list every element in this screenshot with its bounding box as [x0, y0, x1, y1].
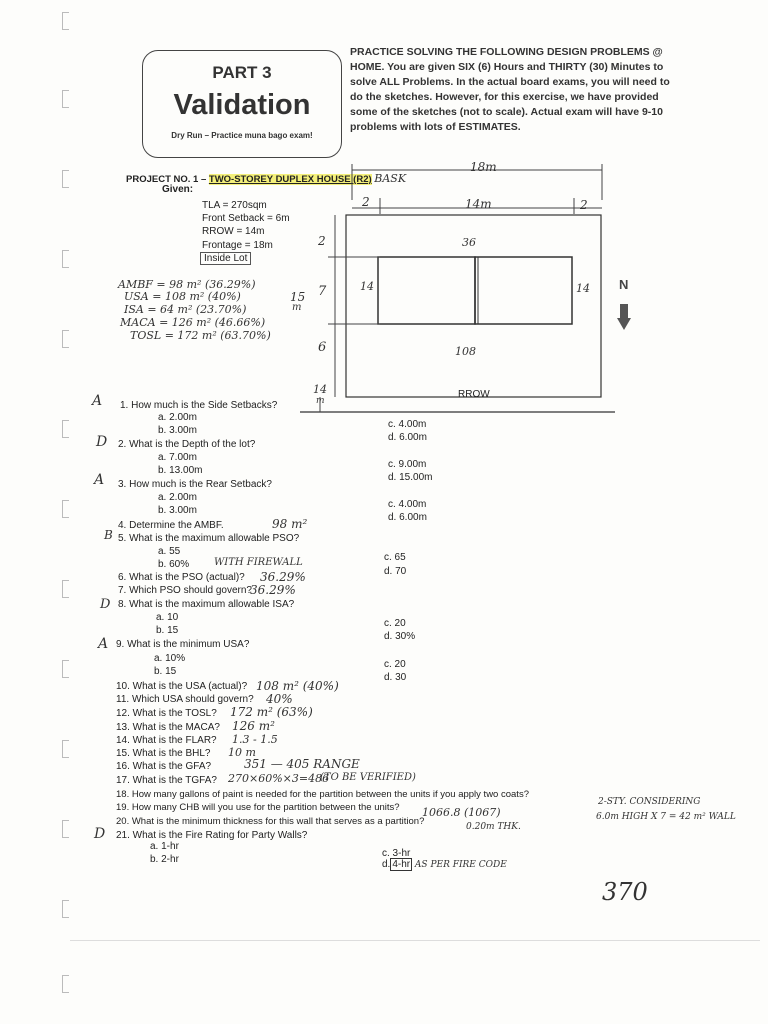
q2-option-a: a. 7.00m: [158, 452, 197, 463]
dim-14-right: 14: [576, 282, 590, 295]
dim-7: 7: [318, 284, 327, 299]
project-note: BASK: [374, 172, 407, 185]
project-name: TWO-STOREY DUPLEX HOUSE (R2): [208, 174, 372, 185]
q13-answer: 126 m²: [232, 719, 275, 733]
north-arrow-icon: [617, 304, 631, 330]
q3-option-b: b. 3.00m: [158, 505, 197, 516]
dim-2: 2: [318, 234, 326, 248]
q3-option-a: a. 2.00m: [158, 492, 197, 503]
margin-mark: [62, 975, 69, 993]
question-4: 4. Determine the AMBF.: [118, 520, 224, 531]
title-subtitle: Dry Run – Practice muna bago exam!: [171, 131, 313, 140]
question-6: 6. What is the PSO (actual)?: [118, 572, 245, 583]
margin-mark: [62, 660, 69, 678]
q8-option-b: b. 15: [156, 625, 179, 636]
q19-answer: 1066.8 (1067): [422, 806, 501, 819]
note-tosl: TOSL = 172 m² (63.70%): [130, 329, 271, 342]
note-usa: USA = 108 m² (40%): [124, 290, 241, 303]
q21-option-d-note: AS PER FIRE CODE: [414, 860, 507, 870]
validation-heading: Validation: [173, 89, 311, 121]
given-tla: TLA = 270sqm: [202, 200, 267, 211]
q3-option-d: d. 6.00m: [388, 512, 427, 523]
margin-mark: [62, 580, 69, 598]
dim-15: 15: [290, 290, 306, 304]
q1-option-d: d. 6.00m: [388, 432, 427, 443]
q21-option-b: b. 2-hr: [150, 854, 179, 865]
margin-mark: [62, 500, 69, 518]
part-label: PART 3: [212, 63, 272, 82]
q5-option-b: b. 60%: [158, 559, 190, 570]
q21-option-d: [382, 859, 507, 870]
question-8: 8. What is the maximum allowable ISA?: [118, 599, 295, 610]
project-prefix: PROJECT NO. 1 –: [126, 174, 209, 185]
question-16: [116, 761, 211, 773]
q8-option-a: a. 10: [156, 612, 179, 623]
q5-option-c: c. 65: [384, 552, 406, 563]
q10-answer: 108 m² (40%): [256, 679, 339, 693]
q4-answer: 98 m²: [272, 517, 308, 531]
margin-mark: [62, 90, 69, 108]
margin-mark: [62, 820, 69, 838]
q20-answer: 0.20m THK.: [466, 822, 521, 832]
q17-answer: 270×60%×3=486: [228, 772, 330, 785]
question-15: 15. What is the BHL?: [116, 748, 211, 759]
margin-mark: [62, 250, 69, 268]
margin-mark: [62, 420, 69, 438]
margin-mark: [62, 330, 69, 348]
given-label: Given:: [162, 184, 194, 195]
question-19: 19. How many CHB will you use for the partition between the units?: [116, 802, 400, 813]
q16-answer: 351 — 405 RANGE: [244, 757, 360, 771]
dim-14-front-unit: m: [316, 396, 325, 406]
q19-note: 6.0m HIGH X 7 = 42 m² WALL: [596, 812, 736, 822]
q21-option-d-prefix: d.: [382, 859, 391, 870]
q17-note: (TO BE VERIFIED): [320, 772, 416, 783]
north-label: N: [619, 277, 629, 292]
dim-15-unit: m: [292, 302, 302, 313]
q7-answer: 36.29%: [250, 583, 296, 597]
answer-9: A: [98, 636, 109, 652]
dim-6: 6: [318, 340, 327, 355]
q5-option-a: a. 55: [158, 546, 181, 557]
question-10: 10. What is the USA (actual)?: [116, 681, 248, 692]
dim-left-2: 2: [362, 195, 370, 209]
q6-answer: 36.29%: [260, 570, 306, 584]
answer-5: B: [104, 528, 113, 542]
q14-answer: 1.3 - 1.5: [232, 733, 278, 746]
margin-mark: [62, 12, 69, 30]
question-9: 9. What is the minimum USA?: [116, 639, 250, 650]
question-2: 2. What is the Depth of the lot?: [118, 439, 256, 450]
given-inside-lot: Inside Lot: [200, 252, 251, 265]
site-plan-diagram: [280, 150, 620, 415]
question-3: 3. How much is the Rear Setback?: [118, 479, 272, 490]
note-isa: ISA = 64 m² (23.70%): [124, 303, 247, 316]
q2-option-d: d. 15.00m: [388, 472, 433, 483]
page-number: 370: [602, 878, 648, 906]
q2-option-c: c. 9.00m: [388, 459, 427, 470]
answer-3: A: [94, 472, 105, 488]
q15-answer: 10 m: [228, 746, 256, 759]
q18-answer: 2-STY. CONSIDERING: [598, 797, 701, 807]
q1-option-a: a. 2.00m: [158, 412, 197, 423]
area-36: 36: [462, 236, 476, 249]
note-maca: MACA = 126 m² (46.66%): [120, 316, 266, 329]
dim-right-2: 2: [580, 198, 588, 212]
question-16-text: 16. What is the GFA?: [116, 761, 212, 772]
area-108: 108: [455, 345, 476, 358]
margin-mark: [62, 740, 69, 758]
question-20: 20. What is the minimum thickness for this wall that serves as a partition?: [116, 816, 425, 827]
note-ambf: AMBF = 98 m² (36.29%): [118, 278, 256, 291]
answer-21: D: [94, 826, 106, 842]
q21-option-a: a. 1-hr: [150, 841, 179, 852]
unit-left: [378, 257, 475, 324]
q1-option-b: b. 3.00m: [158, 425, 197, 436]
rrow-label: RROW: [458, 389, 490, 400]
q3-option-c: c. 4.00m: [388, 499, 427, 510]
q5-option-d: d. 70: [384, 566, 407, 577]
margin-mark: [62, 170, 69, 188]
q12-answer: 172 m² (63%): [230, 705, 313, 719]
q11-answer: 40%: [266, 692, 293, 706]
dim-14m: 14m: [465, 197, 492, 211]
q1-option-c: c. 4.00m: [388, 419, 427, 430]
question-7: 7. Which PSO should govern?: [118, 585, 252, 596]
question-12: 12. What is the TOSL?: [116, 708, 217, 719]
question-21: 21. What is the Fire Rating for Party Walls?: [116, 830, 308, 841]
q9-option-a: a. 10%: [154, 653, 186, 664]
q21-option-c: c. 3-hr: [382, 848, 411, 859]
answer-8: D: [100, 597, 111, 612]
question-13: 13. What is the MACA?: [116, 722, 220, 733]
q8-option-d: d. 30%: [384, 631, 416, 642]
dim-18m: 18m: [470, 160, 497, 174]
q21-option-d-value: 4-hr: [392, 859, 411, 870]
title-box: [142, 50, 342, 158]
intro-paragraph: PRACTICE SOLVING THE FOLLOWING DESIGN PROBLEMS @ HOME. You are given SIX (6) Hours and THIRTY (30) Minutes to solve ALL Problems. In the actual board exams, you will need to do the sketches. However, for this exercise, we have provided some of the sketches (not to scale). Actual exam will have 9-10 problems with lots of ESTIMATES.: [350, 46, 670, 133]
q9-option-d: d. 30: [384, 672, 407, 683]
dim-14-left: 14: [360, 280, 374, 293]
margin-mark: [62, 900, 69, 918]
question-17: 17. What is the TGFA?: [116, 775, 217, 786]
given-rrow: RROW = 14m: [202, 226, 265, 237]
q5-option-b-note: WITH FIREWALL: [214, 557, 303, 568]
answer-2: D: [96, 434, 108, 450]
q8-option-c: c. 20: [384, 618, 406, 629]
footer-rule: [70, 940, 760, 941]
question-1: 1. How much is the Side Setbacks?: [120, 400, 278, 411]
dim-14-front: 14: [313, 383, 327, 396]
unit-right: [475, 257, 572, 324]
q9-option-c: c. 20: [384, 659, 406, 670]
question-18: 18. How many gallons of paint is needed for the partition between the units if you apply two coats?: [116, 789, 529, 800]
question-11: 11. Which USA should govern?: [116, 694, 254, 705]
q2-option-b: b. 13.00m: [158, 465, 203, 476]
answer-1: A: [92, 393, 103, 409]
q9-option-b: b. 15: [154, 666, 177, 677]
given-front-setback: Front Setback = 6m: [202, 213, 290, 224]
question-14: 14. What is the FLAR?: [116, 735, 217, 746]
given-frontage: Frontage = 18m: [202, 240, 273, 251]
question-5: 5. What is the maximum allowable PSO?: [118, 533, 300, 544]
